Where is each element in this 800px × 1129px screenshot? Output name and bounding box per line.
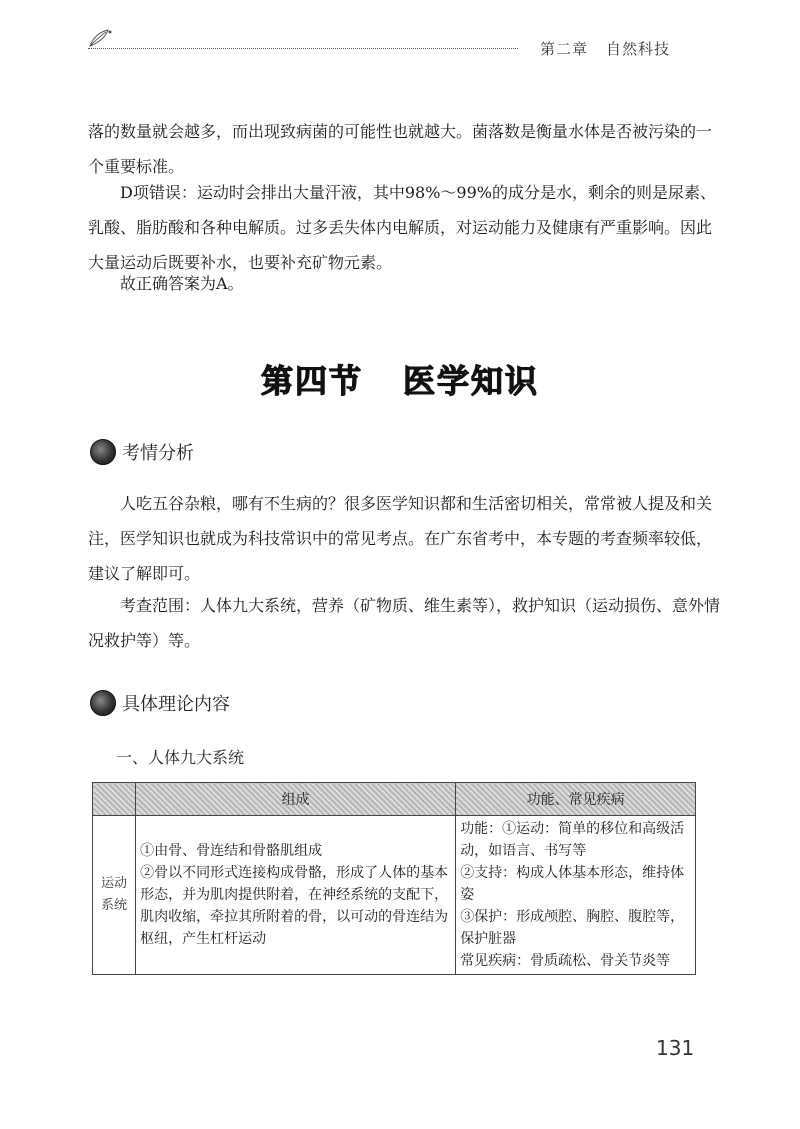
exam-analysis-label: 考情分析 [122, 443, 194, 464]
function-line: ③保护：形成颅腔、胸腔、腹腔等，保护脏器 [460, 909, 685, 947]
bullet-badge-icon [90, 439, 116, 465]
section-number: 第四节 [260, 362, 363, 400]
theory-heading [90, 689, 230, 717]
system-name: 运动系统 [101, 876, 128, 913]
table-header-row [93, 783, 696, 816]
function-cell [456, 816, 696, 975]
section-name: 医学知识 [403, 362, 540, 400]
header-cell-composition: 组成 [136, 783, 456, 816]
exam-analysis-paragraph: 人吃五谷杂粮，哪有不生病的？很多医学知识都和生活密切相关，常常被人提及和关注，医学知识也就成为科技常识中的常见考点。在广东省考中，本专题的考查频率较低，建议了解即可。 [88, 494, 713, 583]
composition-cell [136, 816, 456, 975]
header-cell-empty [93, 783, 136, 816]
chapter-title: 自然科技 [606, 40, 671, 58]
chapter-number: 第二章 [540, 40, 589, 58]
exam-scope-paragraph: 考查范围：人体九大系统，营养（矿物质、维生素等），救护知识（运动损伤、意外情况救护等）等。 [88, 596, 721, 650]
table-row [93, 816, 696, 975]
exam-analysis-heading [90, 438, 194, 466]
function-line: 常见疾病：骨质疏松、骨关节炎等 [460, 953, 671, 969]
theory-label: 具体理论内容 [122, 694, 230, 715]
function-line: ②支持：构成人体基本形态，维持体姿 [460, 865, 685, 903]
function-line: 功能：①运动：简单的移位和高级活动，如语言、书写等 [460, 821, 685, 859]
header-cell-function: 功能、常见疾病 [456, 783, 696, 816]
body-systems-table [92, 782, 696, 975]
system-name-cell [93, 816, 136, 975]
bullet-badge-icon [90, 690, 116, 716]
paragraph-option-d: D项错误：运动时会排出大量汗液，其中98%～99%的成分是水，剩余的则是尿素、乳酸、脂肪酸和各种电解质。过多丢失体内电解质，对运动能力及健康有严重影响。因此大量运动后既要补水，也要补充矿物元素。 [88, 183, 716, 272]
leaf-ornament-icon [86, 26, 114, 50]
composition-line: ①由骨、骨连结和骨骼肌组成 [140, 843, 323, 859]
running-header [540, 38, 670, 59]
composition-line: ②骨以不同形式连接构成骨骼，形成了人体的基本形态，并为肌肉提供附着，在神经系统的支配下，肌肉收缩，牵拉其所附着的骨，以可动的骨连结为枢纽，产生杠杆运动 [140, 865, 449, 947]
page-number: 131 [656, 1036, 695, 1060]
paragraph-bacteria: 落的数量就会越多，而出现致病菌的可能性也就越大。菌落数是衡量水体是否被污染的一个重要标准。 [88, 122, 713, 176]
section-title [0, 356, 800, 402]
header-rule [88, 48, 518, 49]
list-heading: 一、人体九大系统 [116, 748, 245, 767]
paragraph-answer: 故正确答案为A。 [120, 274, 244, 293]
